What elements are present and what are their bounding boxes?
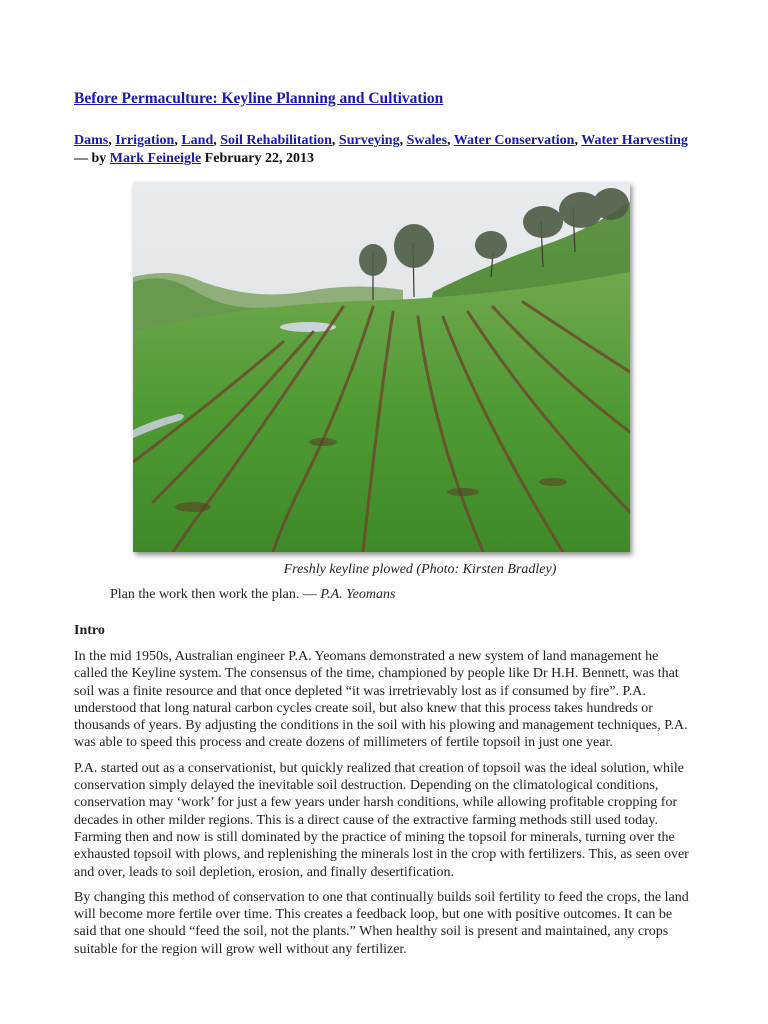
- tag-link-water-harvesting[interactable]: Water Harvesting: [581, 133, 688, 148]
- tag-link-surveying[interactable]: Surveying: [338, 133, 400, 148]
- intro-paragraph-3: By changing this method of conservation to one that continually builds soil fertility to feed the crops, the land will become more fertile over time. This creates a feedback loop, but one with positive outcomes. It can be said that one should “feed the soil, not the plants.” When healthy soil is present and maintained, any crops suitable for the region will grow well without any fertilizer.: [74, 889, 689, 957]
- tag-link-water-conservation[interactable]: Water Conservation: [453, 133, 575, 148]
- intro-paragraph-2: P.A. started out as a conservationist, but quickly realized that creation of topsoil was the ideal solution, while conservation simply delayed the inevitable soil destruction. Depending on the climatological conditions, conservation may ‘work’ for just a few years under harsh conditions, while allowing profitable cropping for decades in other milder regions. This is a direct cause of the extractive farming methods still used today. Farming then and now is still dominated by the practice of mining the topsoil for minerals, turning over the exhausted topsoil with plows, and replenishing the minerals lost in the crop with fertilizers. This, as seen over and over, leads to soil depletion, erosion, and finally desertification.: [74, 760, 689, 880]
- author-link[interactable]: Mark Feineigle: [109, 151, 202, 166]
- epigraph-quote: [110, 586, 694, 604]
- article: [74, 88, 694, 958]
- tag-link-land[interactable]: Land: [181, 133, 214, 148]
- tag-link-irrigation[interactable]: Irrigation: [115, 133, 175, 148]
- tag-link-swales[interactable]: Swales: [406, 133, 448, 148]
- keyline-field-photo: [133, 182, 630, 552]
- article-meta: Dams, Irrigation, Land, Soil Rehabilitation, Surveying, Swales, Water Conservation, Water Harvesting — by Mark Feineigle February 22, 2013: [74, 133, 688, 166]
- article-title-link[interactable]: Before Permaculture: Keyline Planning and Cultivation: [74, 90, 444, 107]
- publish-date: February 22, 2013: [204, 151, 314, 166]
- section-heading-intro: Intro: [74, 623, 105, 638]
- by-label: — by: [74, 151, 107, 166]
- figure-caption: Freshly keyline plowed (Photo: Kirsten Bradley): [283, 562, 557, 577]
- article-figure: [74, 182, 694, 579]
- tag-link-dams[interactable]: Dams: [74, 133, 109, 148]
- quote-attribution: P.A. Yeomans: [320, 587, 396, 602]
- tag-link-soil-rehabilitation[interactable]: Soil Rehabilitation: [220, 133, 332, 148]
- intro-paragraph-1: In the mid 1950s, Australian engineer P.A. Yeomans demonstrated a new system of land management he called the Keyline system. The consensus of the time, championed by people like Dr H.H. Bennett, was that soil was a finite resource and that once depleted “it was irretrievably lost as if consumed by fire”. P.A. understood that long natural carbon cycles create soil, but also knew that this process takes hundreds or thousands of years. By adjusting the conditions in the soil with his plowing and management techniques, P.A. was able to speed this process and create dozens of millimeters of fertile topsoil in just one year.: [74, 649, 688, 751]
- quote-text: Plan the work then work the plan. —: [110, 587, 321, 602]
